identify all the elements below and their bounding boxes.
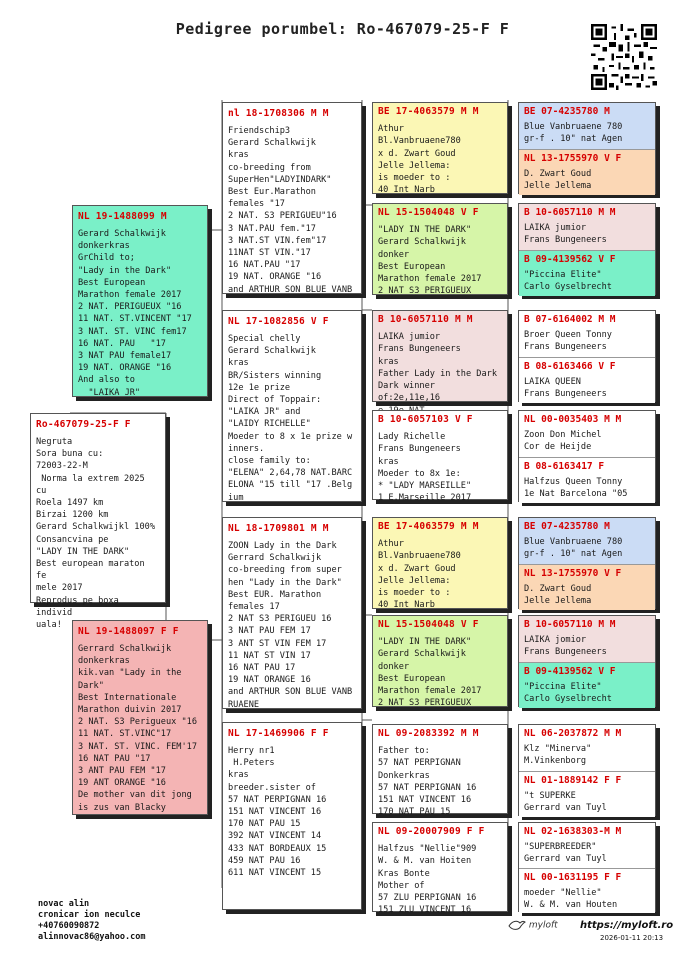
g5-card-6 <box>518 615 656 707</box>
pigeon-icon <box>508 918 526 932</box>
g5-ring-code: B 08-6163417 F <box>524 461 605 472</box>
g4-description: Athur Bl.Vanbruaene780 x d. Zwart Goud Jelle Jellema: is moeder to : 40 Int Narb <box>378 124 461 196</box>
g4-ring-code: NL 09-2083392 M M <box>378 728 479 739</box>
father-card <box>72 205 208 397</box>
g5-ring-code: NL 01-1889142 F F <box>524 775 622 786</box>
father-ring-code: NL 19-1488099 M <box>78 211 167 222</box>
dam-mother-description: Herry nr1 H.Peters kras breeder.sister of 57 NAT PERPIGNAN 16 151 NAT VINCENT 16 170 NAT PAU 15 392 NAT VINCENT 14 433 NAT BORDEAUX 15 459 NAT PAU 16 611 NAT VINCENT 15 <box>228 746 327 879</box>
g5-description: Broer Queen Tonny Frans Bungeneers <box>524 330 612 353</box>
g5-description: LAIKA jomior Frans Bungeneers <box>524 635 607 658</box>
g5-sire <box>519 616 655 662</box>
g4-description: Lady Richelle Frans Bungeneers kras Moeder to 8x 1e: * "LADY MARSEILLE" 1 E.Marseille 2017 <box>378 432 472 504</box>
g4-ring-code: NL 15-1504048 V F <box>378 207 479 218</box>
g5-description: D. Zwart Goud Jelle Jellema <box>524 169 592 192</box>
g5-dam <box>519 357 655 403</box>
g5-description: D. Zwart Goud Jelle Jellema <box>524 584 592 607</box>
g5-description: "Piccina Elite" Carlo Gyselbrecht <box>524 270 612 293</box>
g4-card-2 <box>372 203 508 295</box>
mother-ring-code: NL 19-1488097 F F <box>78 626 179 637</box>
sire-mother-ring-code: NL 18-1709801 M M <box>228 523 329 534</box>
g5-card-1 <box>518 102 656 194</box>
sire-father-ring-code: nl 18-1708306 M M <box>228 108 329 119</box>
owner-phone: +40760090872 <box>38 921 100 931</box>
g4-ring-code: BE 17-4063579 M M <box>378 106 479 117</box>
g5-ring-code: NL 00-1631195 F F <box>524 872 622 883</box>
g4-description: Halfzus "Nellie"909 W. & M. van Hoiten Kras Bonte Mother of 57 ZLU PERPIGNAN 16 151 ZLU VINCENT 16 <box>378 844 477 916</box>
g5-sire <box>519 518 655 564</box>
g5-sire <box>519 311 655 357</box>
subject-card <box>30 413 166 631</box>
g4-card-6 <box>372 615 508 707</box>
g5-ring-code: NL 06-2037872 M M <box>524 728 622 739</box>
g4-ring-code: NL 15-1504048 V F <box>378 619 479 630</box>
g5-ring-code: B 10-6057110 M M <box>524 207 616 218</box>
g5-ring-code: B 07-6164002 M M <box>524 314 616 325</box>
g4-description: Father to: 57 NAT PERPIGNAN Donkerkras 57 NAT PERPIGNAN 16 151 NAT VINCENT 16 170 NAT PAU 15 <box>378 746 477 818</box>
g5-ring-code: NL 13-1755970 V F <box>524 568 622 579</box>
g4-ring-code: B 10-6057110 M M <box>378 314 473 325</box>
g4-ring-code: NL 09-20007909 F F <box>378 826 485 837</box>
mother-card <box>72 620 208 815</box>
g5-ring-code: NL 02-1638303-M M <box>524 826 622 837</box>
g5-sire <box>519 411 655 457</box>
owner-address: cronicar ion neculce <box>38 910 141 920</box>
g5-card-5 <box>518 517 656 609</box>
g5-dam <box>519 662 655 708</box>
father-description: Gerard Schalkwijk donkerkras GrChild to; "Lady in the Dark" Best European Marathon female 2017 2 NAT. PERIGUEUX "16 11 NAT. ST.VINCENT "17 3 NAT. ST. VINC fem17 16 NAT. PAU "17 3 NAT PAU female17 19 NAT. ORANGE "16 And also to "LAIKA JR" <box>78 229 192 398</box>
subject-description: Negruta Sora buna cu: 72003-22-M Norma la extrem 2025 cu Roela 1497 km Birzai 1200 km Gerard Schalkwijkl 100% Consancvina pe "LADY IN THE DARK" Best european maraton fe mele 2017 Reprodus pe boxa individ uala! <box>36 437 155 631</box>
g5-dam <box>519 250 655 296</box>
mother-description: Gerrard Schalkwijk donkerkras kik.van "Lady in the Dark" Best Internationale Marathon duivin 2017 2 NAT. S3 Perigueux "16 11 NAT. ST.VINC"17 3 NAT. ST. VINC. FEM'17 16 NAT PAU "17 3 ANT PAU FEM "17 19 ANT ORANGE "16 De mother van dit jong is zus van Blacky <box>78 644 197 813</box>
g5-ring-code: NL 00-0035403 M M <box>524 414 622 425</box>
owner-name: novac alin <box>38 899 90 909</box>
g4-card-4 <box>372 410 508 504</box>
g5-ring-code: NL 13-1755970 V F <box>524 153 622 164</box>
dam-mother-ring-code: NL 17-1469906 F F <box>228 728 329 739</box>
g5-description: "t SUPERKE Gerrard van Tuyl <box>524 791 607 814</box>
g4-description: "LADY IN THE DARK" Gerard Schalkwijk donker Best European Marathon female 2017 2 NAT S3 PERIGUEUX <box>378 225 482 297</box>
g4-card-1 <box>372 102 508 194</box>
g5-description: Zoon Don Michel Cor de Heijde <box>524 430 602 453</box>
logo-text: myloft <box>528 920 558 931</box>
g5-ring-code: BE 07-4235780 M <box>524 521 610 532</box>
g5-sire <box>519 204 655 250</box>
print-date: 2026-01-11 20:13 <box>600 934 664 942</box>
g5-card-8 <box>518 822 656 912</box>
sire-father-description: Friendschip3 Gerard Schalkwijk kras co-breeding from SuperHen"LADYINDARK" Best Eur.Marathon females "17 2 NAT. S3 PERIGUEU"16 3 NAT.PAU fem."17 3 NAT.ST VIN.fem"17 11NAT ST VIN."17 16 NAT.PAU "17 19 NAT. ORANGE "16 and ARTHUR SON BLUE VANB <box>228 126 353 295</box>
g5-dam <box>519 149 655 195</box>
g5-ring-code: B 09-4139562 V F <box>524 666 616 677</box>
owner-email[interactable]: alinnovac86@yahoo.com <box>38 932 146 942</box>
g5-card-4 <box>518 410 656 502</box>
myloft-logo <box>508 918 558 932</box>
g5-card-2 <box>518 203 656 295</box>
g5-description: LAIKA jumior Frans Bungeneers <box>524 223 607 246</box>
g5-ring-code: B 09-4139562 V F <box>524 254 616 265</box>
g5-sire <box>519 103 655 149</box>
dam-father-ring-code: NL 17-1082856 V F <box>228 316 329 327</box>
g4-card-8 <box>372 822 508 916</box>
g4-description: Athur Bl.Vanbruaene780 x d. Zwart Goud Jelle Jellema: is moeder to : 40 Int Narb <box>378 539 461 611</box>
g4-card-5 <box>372 517 508 609</box>
page-title: Pedigree porumbel: Ro-467079-25-F F <box>175 20 510 38</box>
g5-ring-code: B 10-6057110 M M <box>524 619 616 630</box>
g4-card-3 <box>372 310 508 402</box>
sire-father-card <box>222 102 362 294</box>
g5-description: Klz "Minerva" M.Vinkenborg <box>524 744 592 767</box>
g4-card-7 <box>372 724 508 818</box>
g5-dam <box>519 457 655 503</box>
subject-ring-code: Ro-467079-25-F F <box>36 419 131 430</box>
g5-sire <box>519 823 655 868</box>
dam-father-card <box>222 310 362 502</box>
g5-dam <box>519 771 655 817</box>
dam-mother-card <box>222 722 362 910</box>
g5-ring-code: BE 07-4235780 M <box>524 106 610 117</box>
g4-description: LAIKA jumior Frans Bungeneers kras Father Lady in the Dark Dark winner of:2e,11e,16 <box>378 332 497 404</box>
sire-mother-card <box>222 517 362 709</box>
g5-description: "SUPERBREEDER" Gerrard van Tuyl <box>524 842 607 865</box>
g5-ring-code: B 08-6163466 V F <box>524 361 616 372</box>
sire-mother-description: ZOON Lady in the Dark Gerrard Schalkwijk co-breeding from super hen "Lady in the Dark" Best EUR. Marathon females 17 2 NAT S3 PERIGUEU 16 3 NAT PAU FEM 17 3 ANT ST VIN FEM 17 11 NAT ST VIN 17 16 NAT PAU 17 19 NAT ORANGE 16 and ARTHUR SON BLUE VANB RUAENE <box>228 541 353 710</box>
g4-ring-code: B 10-6057103 V F <box>378 414 473 425</box>
dam-father-description: Special chelly Gerard Schalkwijk kras BR/Sisters winning 12e 1e prize Direct of Toppair: "LAIKA JR" and "LAIDY RICHELLE" Moeder to 8 x 1e prize w inners. close family to: "ELENA" 2,64,78 NAT.BARC ELONA "15 till "17 .Belg ium <box>228 334 353 503</box>
g5-description: Blue Vanbruaene 780 gr-f . 10" nat Agen <box>524 122 623 145</box>
g4-description: "LADY IN THE DARK" Gerard Schalkwijk donker Best European Marathon female 2017 2 NAT S3 PERIGUEUX <box>378 637 482 709</box>
g5-card-7 <box>518 724 656 816</box>
owner-contact <box>38 899 145 943</box>
g4-ring-code: BE 17-4063579 M M <box>378 521 479 532</box>
g5-card-3 <box>518 310 656 402</box>
g5-description: Halfzus Queen Tonny 1e Nat Barcelona "05 <box>524 477 628 500</box>
g5-description: Blue Vanbruaene 780 gr-f . 10" nat Agen <box>524 537 623 560</box>
g5-description: moeder "Nellie" W. & M. van Houten <box>524 888 618 911</box>
g5-dam <box>519 564 655 610</box>
g5-dam <box>519 868 655 913</box>
g5-sire <box>519 725 655 771</box>
g5-description: "Piccina Elite" Carlo Gyselbrecht <box>524 682 612 705</box>
g5-description: LAIKA QUEEN Frans Bungeneers <box>524 377 607 400</box>
site-link[interactable]: https://myloft.ro <box>580 920 674 931</box>
